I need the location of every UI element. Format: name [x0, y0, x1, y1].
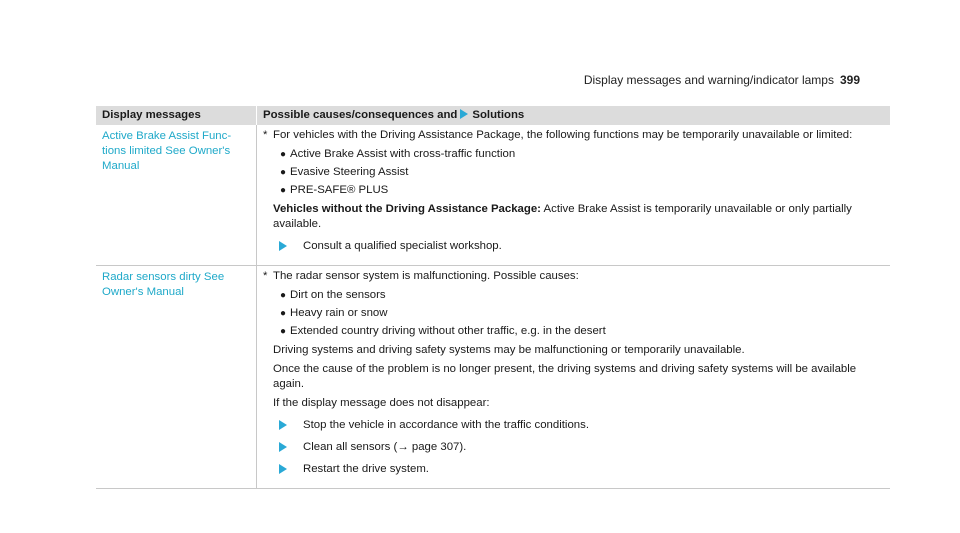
message-text[interactable]: Active Brake Assist Func- tions limited See Owner's Manual	[102, 130, 232, 172]
note-text: Active Brake Assist is temporarily unavailable or only partially available.	[273, 203, 852, 230]
list-item-text: PRE-SAFE® PLUS	[290, 184, 389, 196]
bullet-icon: ●	[280, 185, 287, 196]
paragraph: Once the cause of the problem is no longer present, the driving systems and driving safety systems will be available again.	[273, 363, 857, 390]
column-header-solutions: Solutions	[472, 109, 525, 121]
list-item-text: Evasive Steering Assist	[290, 166, 409, 178]
action-arrow-icon	[279, 420, 287, 430]
intro-text: For vehicles with the Driving Assistance Package, the following functions may be temporarily unavailable or limited:	[273, 129, 853, 141]
column-header-display-messages: Display messages	[96, 106, 257, 125]
intro-paragraph	[263, 128, 884, 143]
action-step	[279, 418, 884, 433]
causes-cell	[257, 125, 891, 266]
list-item	[280, 288, 884, 303]
action-arrow-icon	[279, 464, 287, 474]
action-step	[279, 440, 884, 455]
intro-paragraph	[263, 269, 884, 284]
list-item	[280, 147, 884, 162]
bullet-icon: ●	[280, 290, 287, 301]
action-step	[279, 239, 884, 254]
arrow-right-icon	[460, 109, 468, 119]
bullet-icon: ●	[280, 326, 287, 337]
table-row	[96, 266, 890, 489]
intro-text: The radar sensor system is malfunctioning. Possible causes:	[273, 270, 579, 282]
action-step	[279, 462, 884, 477]
page-number: 399	[839, 73, 860, 87]
action-text: Restart the drive system.	[303, 463, 429, 475]
header-title: Display messages and warning/indicator lamps	[583, 73, 834, 87]
asterisk: *	[263, 270, 268, 282]
note-paragraph	[273, 202, 884, 232]
action-arrow-icon	[279, 442, 287, 452]
list-item	[280, 324, 884, 339]
causes-cell	[257, 266, 891, 489]
list-item	[280, 165, 884, 180]
list-item	[280, 183, 884, 198]
action-text: Stop the vehicle in accordance with the traffic conditions.	[303, 419, 589, 431]
action-text: Consult a qualified specialist workshop.	[303, 240, 502, 252]
list-item-text: Extended country driving without other traffic, e.g. in the desert	[290, 325, 606, 337]
message-text[interactable]: Radar sensors dirty See Owner's Manual	[102, 271, 225, 298]
column-header-causes	[257, 106, 891, 125]
bullet-icon: ●	[280, 167, 287, 178]
asterisk: *	[263, 129, 268, 141]
bullet-icon: ●	[280, 308, 287, 319]
paragraph: Driving systems and driving safety systems may be malfunctioning or temporarily unavailable.	[273, 344, 745, 356]
action-arrow-icon	[279, 241, 287, 251]
running-header	[584, 73, 860, 87]
paragraph: If the display message does not disappear:	[273, 397, 490, 409]
note-bold: Vehicles without the Driving Assistance Package:	[273, 203, 541, 215]
action-text[interactable]: Clean all sensors (→ page 307).	[303, 441, 467, 453]
list-item-text: Dirt on the sensors	[290, 289, 386, 301]
table-row	[96, 125, 890, 266]
list-item	[280, 306, 884, 321]
column-header-causes-text: Possible causes/consequences and	[263, 109, 458, 121]
table-header-row	[96, 106, 890, 125]
list-item-text: Active Brake Assist with cross-traffic function	[290, 148, 516, 160]
list-item-text: Heavy rain or snow	[290, 307, 388, 319]
bullet-icon: ●	[280, 149, 287, 160]
display-messages-table	[96, 106, 890, 489]
message-cell	[96, 266, 257, 489]
message-cell	[96, 125, 257, 266]
